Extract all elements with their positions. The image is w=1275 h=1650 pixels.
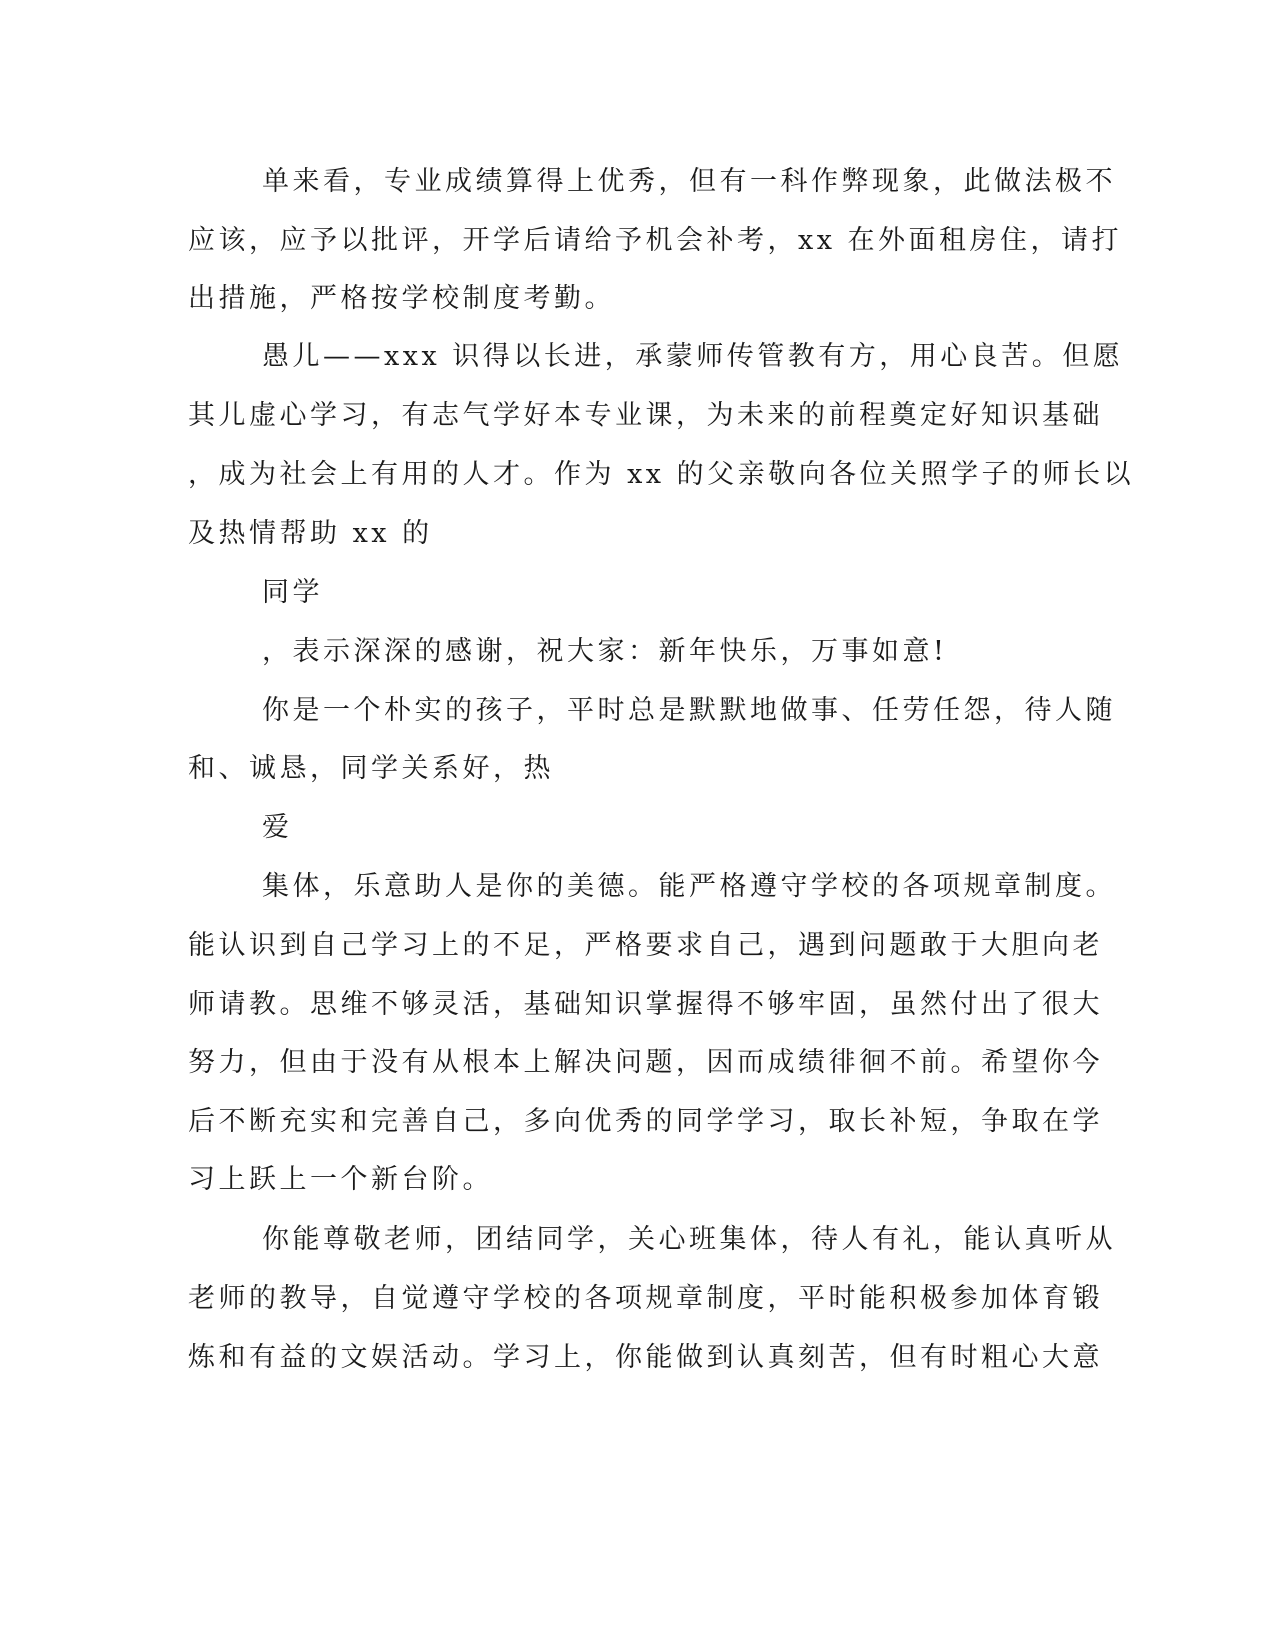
text-line: 及热情帮助 xx 的 (188, 518, 433, 549)
text-line: 同学 (262, 577, 323, 608)
text-line: 努力，但由于没有从根本上解决问题，因而成绩徘徊不前。希望你今 (188, 1047, 1103, 1078)
text-line: 后不断充实和完善自己，多向优秀的同学学习，取长补短，争取在学 (188, 1106, 1103, 1137)
text-line: 和、诚恳，同学关系好，热 (188, 753, 554, 784)
text-line: ，成为社会上有用的人才。作为 xx 的父亲敬向各位关照学子的师长以 (188, 459, 1135, 490)
text-line: 其儿虚心学习，有志气学好本专业课，为未来的前程奠定好知识基础 (188, 400, 1103, 431)
text-line: 炼和有益的文娱活动。学习上，你能做到认真刻苦，但有时粗心大意 (188, 1342, 1103, 1373)
text-line: 老师的教导，自觉遵守学校的各项规章制度，平时能积极参加体育锻 (188, 1283, 1103, 1314)
text-line: 集体，乐意助人是你的美德。能严格遵守学校的各项规章制度。 (262, 871, 1116, 902)
text-line: 出措施，严格按学校制度考勤。 (188, 283, 615, 314)
text-line: 愚儿——xxx 识得以长进，承蒙师传管教有方，用心良苦。但愿 (262, 341, 1124, 372)
text-line: 应该，应予以批评，开学后请给予机会补考，xx 在外面租房住，请打 (188, 225, 1123, 256)
text-line: 单来看，专业成绩算得上优秀，但有一科作弊现象，此做法极不 (262, 166, 1116, 197)
text-line: 能认识到自己学习上的不足，严格要求自己，遇到问题敢于大胆向老 (188, 930, 1103, 961)
text-line: 爱 (262, 812, 293, 843)
text-line: 你能尊敬老师，团结同学，关心班集体，待人有礼，能认真听从 (262, 1224, 1116, 1255)
text-line: 师请教。思维不够灵活，基础知识掌握得不够牢固，虽然付出了很大 (188, 989, 1103, 1020)
text-line: 习上跃上一个新台阶。 (188, 1164, 493, 1195)
text-line: ，表示深深的感谢，祝大家：新年快乐，万事如意! (262, 636, 948, 667)
text-line: 你是一个朴实的孩子，平时总是默默地做事、任劳任怨，待人随 (262, 695, 1116, 726)
